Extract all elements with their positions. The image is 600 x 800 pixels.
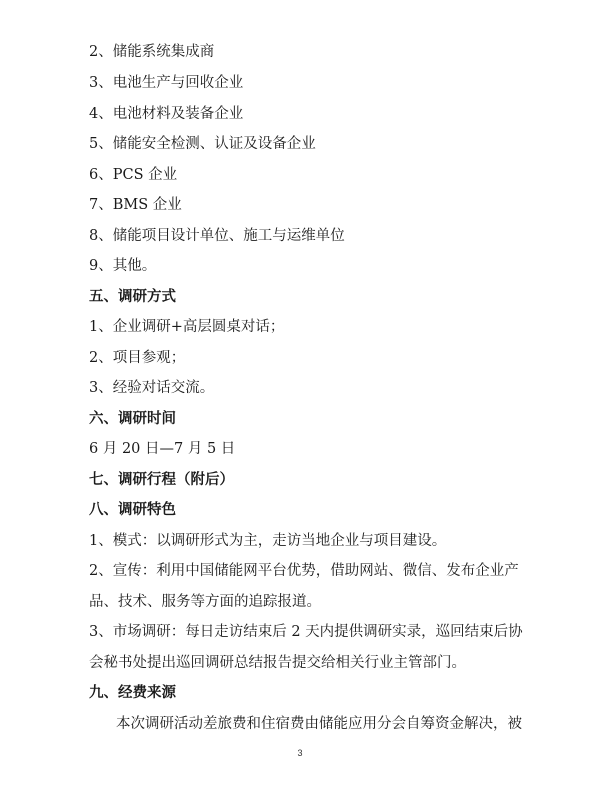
paragraph-line: 3、市场调研：每日走访结束后 2 天内提供调研实录，巡回结束后协 [89,624,523,640]
list-item: 2、储能系统集成商 [89,44,215,60]
section-heading-itinerary: 七、调研行程（附后） [89,472,234,488]
section-heading-features: 八、调研特色 [89,502,176,518]
list-item: 2、项目参观； [89,350,186,366]
list-item: 1、企业调研+高层圆桌对话； [89,319,285,335]
list-item: 6、PCS 企业 [89,167,178,183]
paragraph-line: 2、宣传：利用中国储能网平台优势，借助网站、微信、发布企业产 [89,563,519,579]
section-heading-time: 六、调研时间 [89,411,176,427]
list-item: 8、储能项目设计单位、施工与运维单位 [89,228,345,244]
paragraph-line: 1、模式：以调研形式为主，走访当地企业与项目建设。 [89,533,447,549]
list-item: 3、经验对话交流。 [89,380,215,396]
list-item: 9、其他。 [89,258,157,274]
schedule-dates: 6 月 20 日—7 月 5 日 [89,441,236,457]
list-item: 3、电池生产与回收企业 [89,75,244,91]
paragraph-line: 品、技术、服务等方面的追踪报道。 [89,594,321,610]
list-item: 4、电池材料及装备企业 [89,106,244,122]
list-item: 7、BMS 企业 [89,197,182,213]
page-number: 3 [297,748,303,758]
list-item: 5、储能安全检测、认证及设备企业 [89,136,316,152]
paragraph-line: 会秘书处提出巡回调研总结报告提交给相关行业主管部门。 [89,655,466,671]
paragraph-line: 本次调研活动差旅费和住宿费由储能应用分会自筹资金解决，被 [116,716,522,732]
section-heading-funding: 九、经费来源 [89,685,176,701]
section-heading-methods: 五、调研方式 [89,289,176,305]
